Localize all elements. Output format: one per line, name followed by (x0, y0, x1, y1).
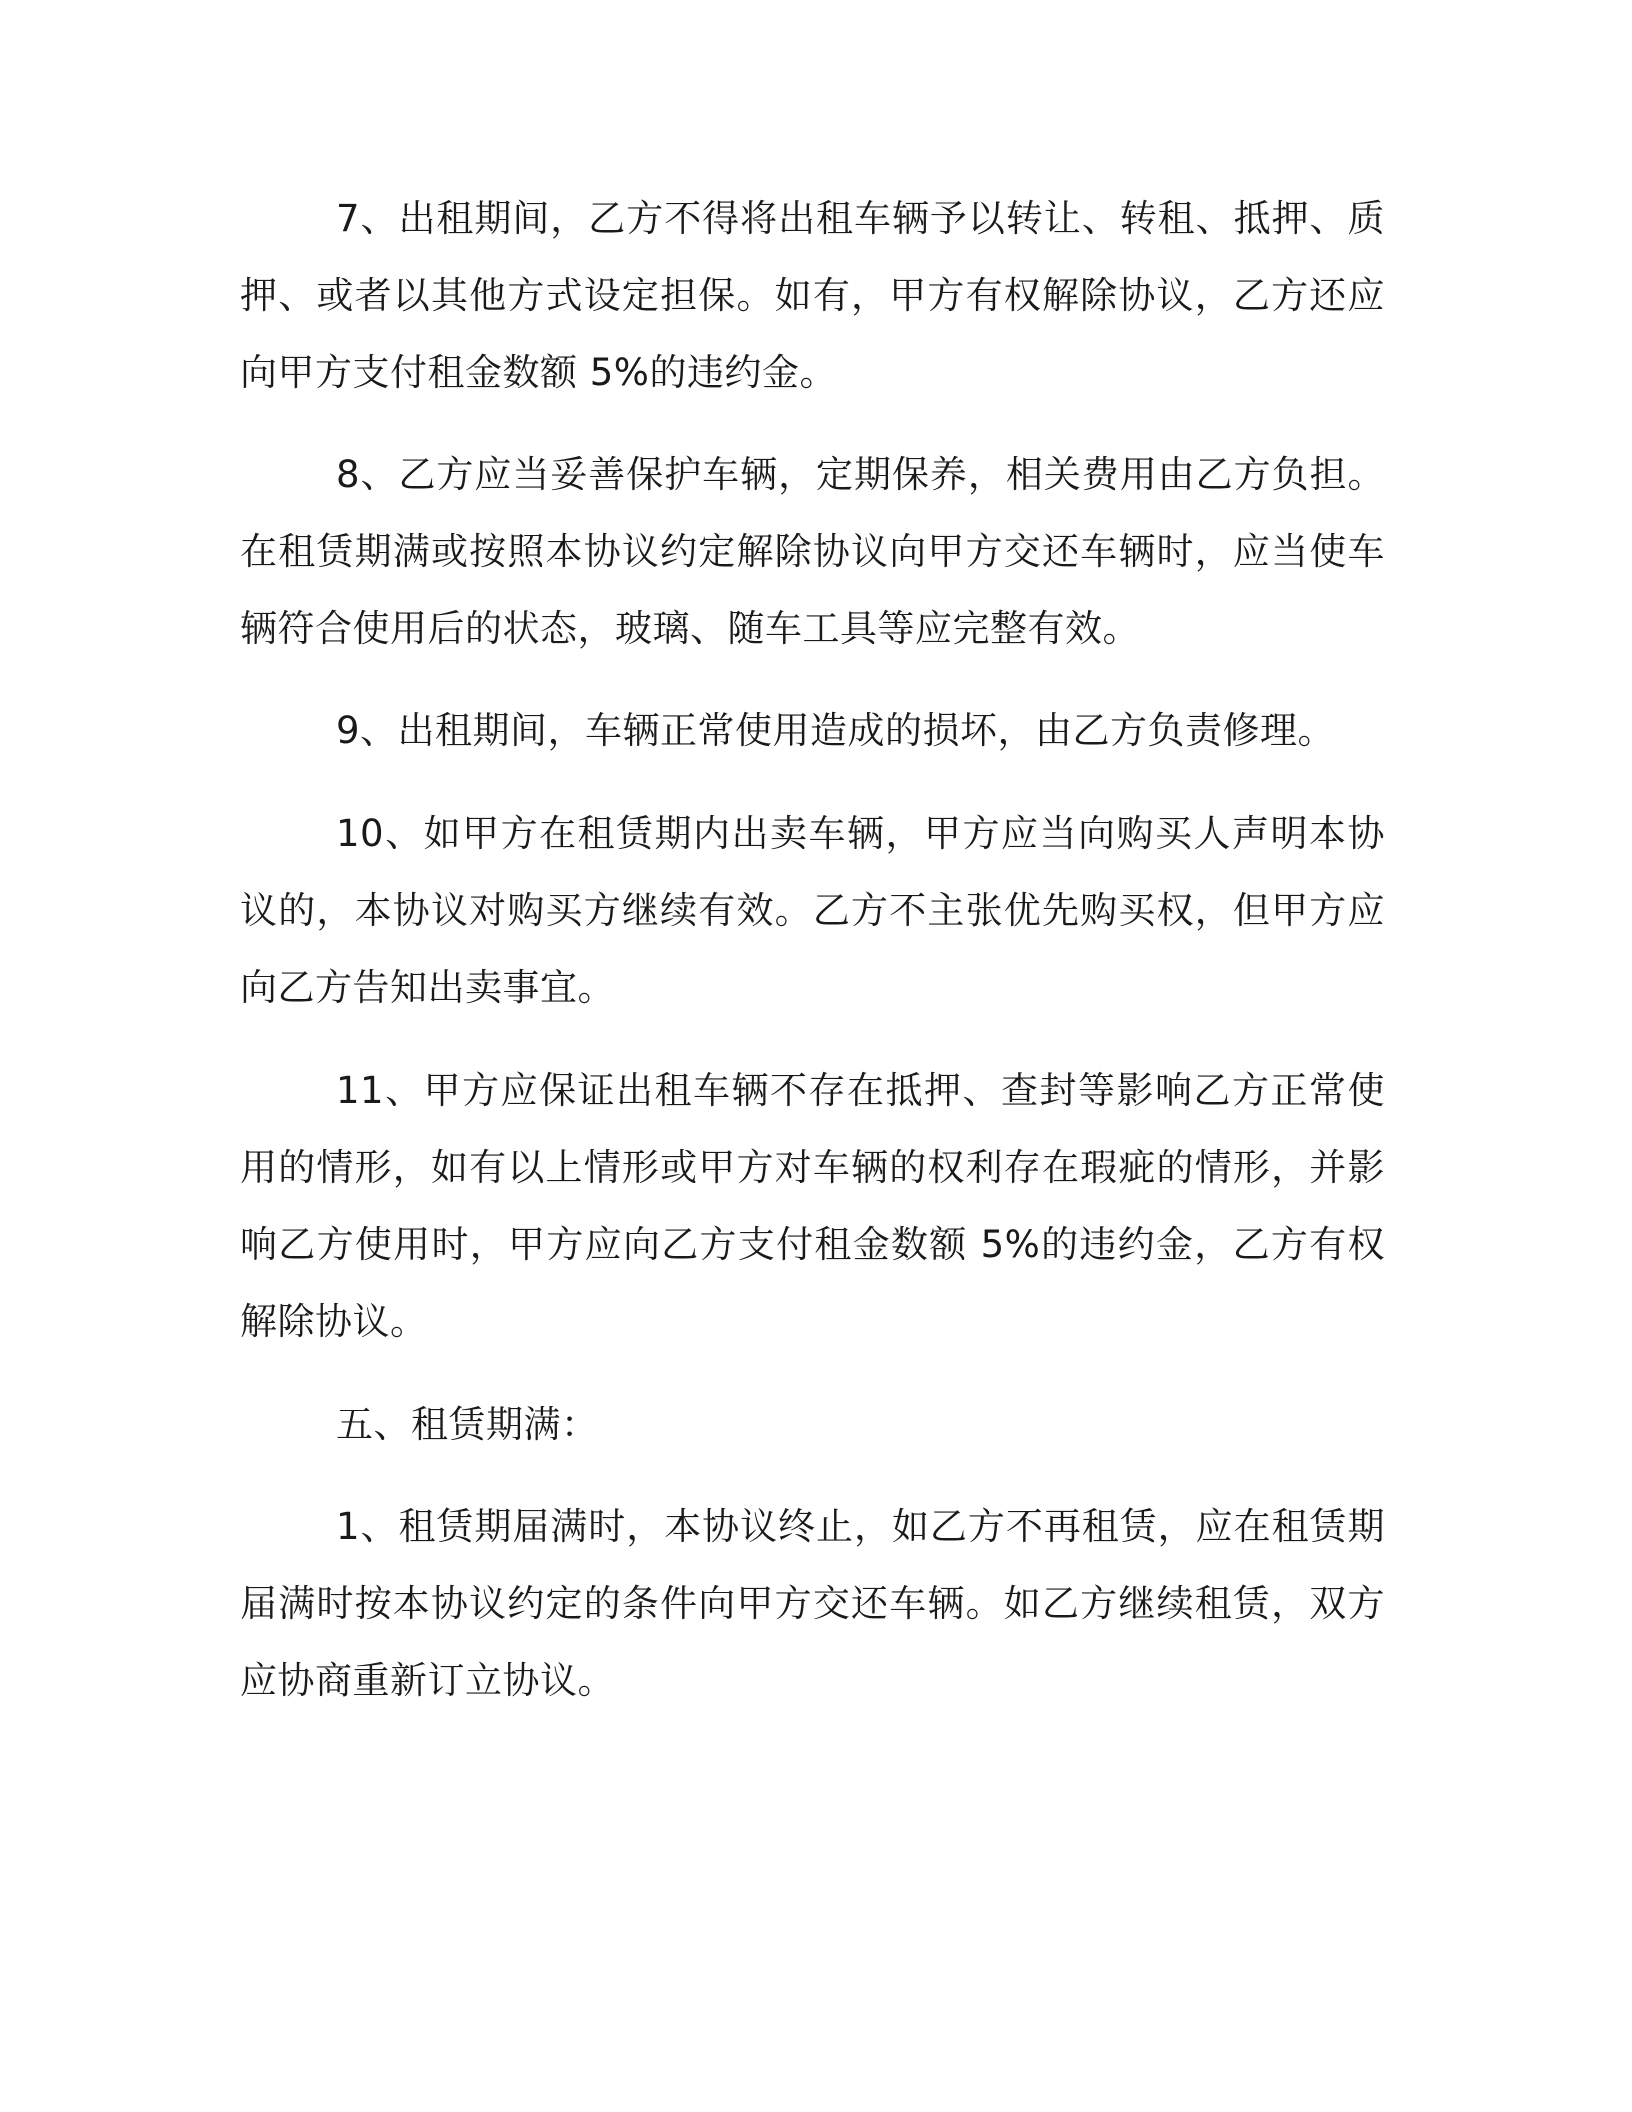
paragraph: 11、甲方应保证出租车辆不存在抵押、查封等影响乙方正常使用的情形，如有以上情形或甲方对车辆的权利存在瑕疵的情形，并影响乙方使用时，甲方应向乙方支付租金数额 5%的违约金，乙方有权解除协议。 (240, 1069, 1385, 1343)
section-heading-lease-expiry (240, 1386, 1385, 1463)
paragraph: 8、乙方应当妥善保护车辆，定期保养，相关费用由乙方负担。在租赁期满或按照本协议约定解除协议向甲方交还车辆时，应当使车辆符合使用后的状态，玻璃、随车工具等应完整有效。 (240, 453, 1385, 650)
paragraph: 10、如甲方在租赁期内出卖车辆，甲方应当向购买人声明本协议的，本协议对购买方继续有效。乙方不主张优先购买权，但甲方应向乙方告知出卖事宜。 (240, 812, 1385, 1009)
clause-8 (240, 436, 1385, 667)
clause-10 (240, 795, 1385, 1026)
paragraph: 1、租赁期届满时，本协议终止，如乙方不再租赁，应在租赁期届满时按本协议约定的条件向甲方交还车辆。如乙方继续租赁，双方应协商重新订立协议。 (240, 1505, 1385, 1702)
clause-7 (240, 180, 1385, 411)
paragraph: 7、出租期间，乙方不得将出租车辆予以转让、转租、抵押、质押、或者以其他方式设定担保。如有，甲方有权解除协议，乙方还应向甲方支付租金数额 5%的违约金。 (240, 197, 1385, 394)
section-heading: 五、租赁期满： (336, 1403, 599, 1446)
clause-9 (240, 692, 1385, 769)
clause-11 (240, 1052, 1385, 1360)
clause-expiry-1 (240, 1488, 1385, 1719)
paragraph: 9、出租期间，车辆正常使用造成的损坏，由乙方负责修理。 (336, 709, 1336, 752)
